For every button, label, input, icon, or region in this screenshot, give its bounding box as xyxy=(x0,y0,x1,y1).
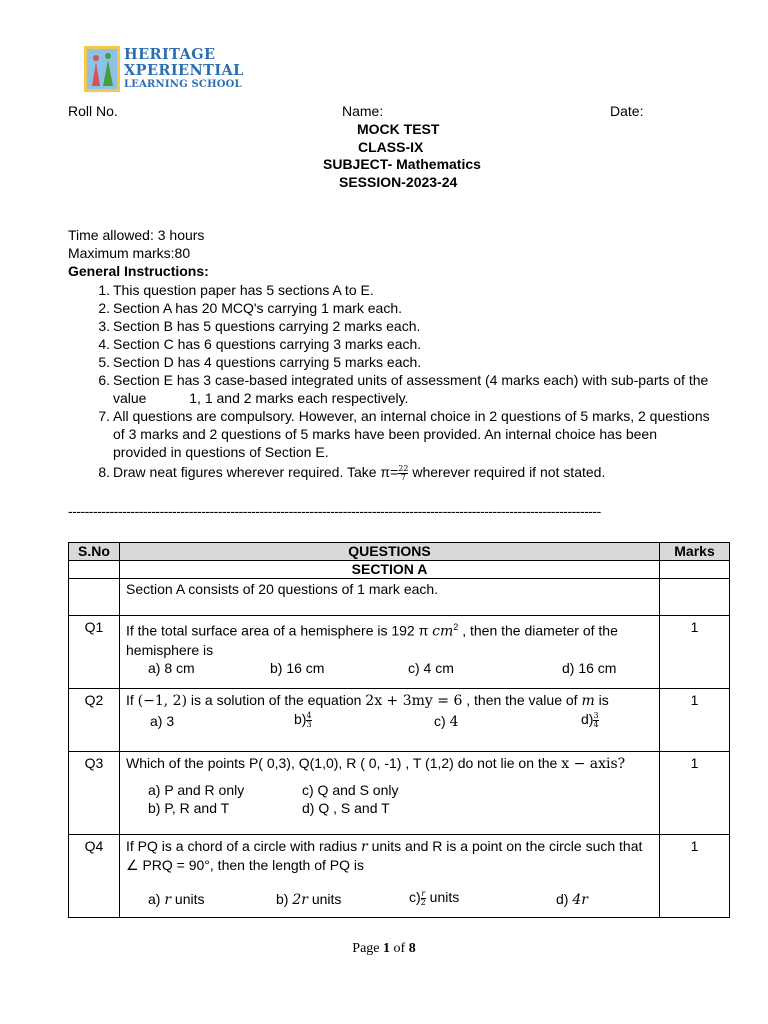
question-table xyxy=(68,542,730,918)
section-row xyxy=(69,561,730,579)
page-current: 1 xyxy=(383,941,391,956)
instruction-item: 3. Section B has 5 questions carrying 2 marks each. xyxy=(98,318,421,334)
max-marks: Maximum marks:80 xyxy=(68,245,191,261)
question-text: If (−1, 2) is a solution of the equation 2x + 3my = 6 , then the value of m is a) 3 b) $\frac{4}{3}$ c) 4 d) $\frac{3}{4}$ xyxy=(120,689,660,752)
page-of: of xyxy=(393,941,406,956)
option: a) 3 xyxy=(150,713,175,729)
question-number: Q3 xyxy=(69,752,120,835)
section-note: Section A consists of 20 questions of 1 mark each. xyxy=(120,579,660,616)
question-number: Q4 xyxy=(69,835,120,918)
table-row xyxy=(69,579,730,616)
option: d) Q , S and T xyxy=(302,800,390,816)
test-title: MOCK TEST xyxy=(357,121,440,137)
options xyxy=(126,888,653,910)
question-text: If PQ is a chord of a circle with radius r units and R is a point on the circle such that ∠ PRQ = 90°, then the length of PQ is a) r units b) 2r units c) $\frac{r}{2}$ units d) 4r xyxy=(120,835,660,918)
col-sno: S.No xyxy=(69,543,120,561)
table-row xyxy=(69,616,730,689)
page-label: Page xyxy=(352,941,380,956)
question-number: Q1 xyxy=(69,616,120,689)
session-title: SESSION-2023-24 xyxy=(339,174,458,190)
option: b) 16 cm xyxy=(270,659,325,676)
instruction-item: 8. Draw neat figures wherever required. Take π= $\frac{22}{7}$ wherever required if not stated. xyxy=(98,463,606,482)
question-marks: 1 xyxy=(660,616,730,689)
option: d) 16 cm xyxy=(562,659,617,676)
option: a) 8 cm xyxy=(148,659,195,676)
instruction-item: 1. This question paper has 5 sections A to E. xyxy=(98,282,374,298)
question-text: Which of the points P( 0,3), Q(1,0), R ( 0, -1) , T (1,2) do not lie on the x − axis? a) P and R only c) Q and S only b) P, R and T d) Q , S and T xyxy=(120,752,660,835)
section-title: SECTION A xyxy=(120,561,660,579)
option: d) $\frac{3}{4}$ xyxy=(581,710,599,729)
question-text: If the total surface area of a hemisphere is 192 π $cm^2$ , then the diameter of the hemisphere is a) 8 cm b) 16 cm c) 4 cm d) 16 cm xyxy=(120,616,660,689)
page-footer xyxy=(0,941,768,957)
col-questions: QUESTIONS xyxy=(120,543,660,561)
logo-emblem-icon xyxy=(84,46,120,92)
time-allowed: Time allowed: 3 hours xyxy=(68,227,205,243)
option: a) P and R only xyxy=(148,782,245,798)
question-marks: 1 xyxy=(660,689,730,752)
separator-line: -------------------------------------------------------------------------------------------------------------------------------- xyxy=(68,503,601,519)
question-marks: 1 xyxy=(660,752,730,835)
class-title: CLASS-IX xyxy=(358,139,424,155)
option: c) Q and S only xyxy=(302,782,399,798)
table-row xyxy=(69,752,730,835)
logo-line-3: LEARNING SCHOOL xyxy=(124,79,242,90)
date-label: Date: xyxy=(610,103,644,119)
instructions-title: General Instructions: xyxy=(68,263,209,279)
instructions-list xyxy=(90,281,730,491)
options xyxy=(126,710,653,732)
instruction-item: 6. Section E has 3 case-based integrated units of assessment (4 marks each) with sub-parts of the value 1, 1 and 2 marks each respectively. xyxy=(98,372,713,406)
option: c) 4 xyxy=(434,713,459,730)
instruction-item: 4. Section C has 6 questions carrying 3 marks each. xyxy=(98,336,422,352)
options xyxy=(126,799,653,817)
roll-no-label: Roll No. xyxy=(68,103,118,119)
logo-line-2: XPERIENTIAL xyxy=(124,62,244,79)
logo-line-1: HERITAGE xyxy=(124,46,216,63)
question-number: Q2 xyxy=(69,689,120,752)
instruction-item: 5. Section D has 4 questions carrying 5 marks each. xyxy=(98,354,422,370)
table-row xyxy=(69,835,730,918)
instruction-item: 2. Section A has 20 MCQ's carrying 1 mark each. xyxy=(98,300,403,316)
name-label: Name: xyxy=(342,103,384,119)
table-header-row xyxy=(69,543,730,561)
page-total: 8 xyxy=(408,941,416,956)
option: c) $\frac{r}{2}$ units xyxy=(409,888,460,907)
option: c) 4 cm xyxy=(408,659,454,676)
question-marks: 1 xyxy=(660,835,730,918)
option: b) P, R and T xyxy=(148,800,230,816)
subject-title: SUBJECT- Mathematics xyxy=(323,156,481,172)
school-logo xyxy=(84,46,244,92)
option: b) 2r units xyxy=(276,891,342,908)
table-row xyxy=(69,689,730,752)
pi-fraction: $\frac{22}{7}$ xyxy=(398,463,409,482)
option: b) $\frac{4}{3}$ xyxy=(294,710,312,729)
option: d) 4r xyxy=(556,891,588,908)
option: a) r units xyxy=(148,891,205,908)
options xyxy=(126,659,653,677)
instruction-item: 7. All questions are compulsory. However, an internal choice in 2 questions of 5 marks, 2 questions of 3 marks and 2 questions of 5 marks have been provided. An internal choice has been provided in questions of Section E. xyxy=(98,408,710,460)
col-marks: Marks xyxy=(660,543,730,561)
options xyxy=(126,781,653,799)
